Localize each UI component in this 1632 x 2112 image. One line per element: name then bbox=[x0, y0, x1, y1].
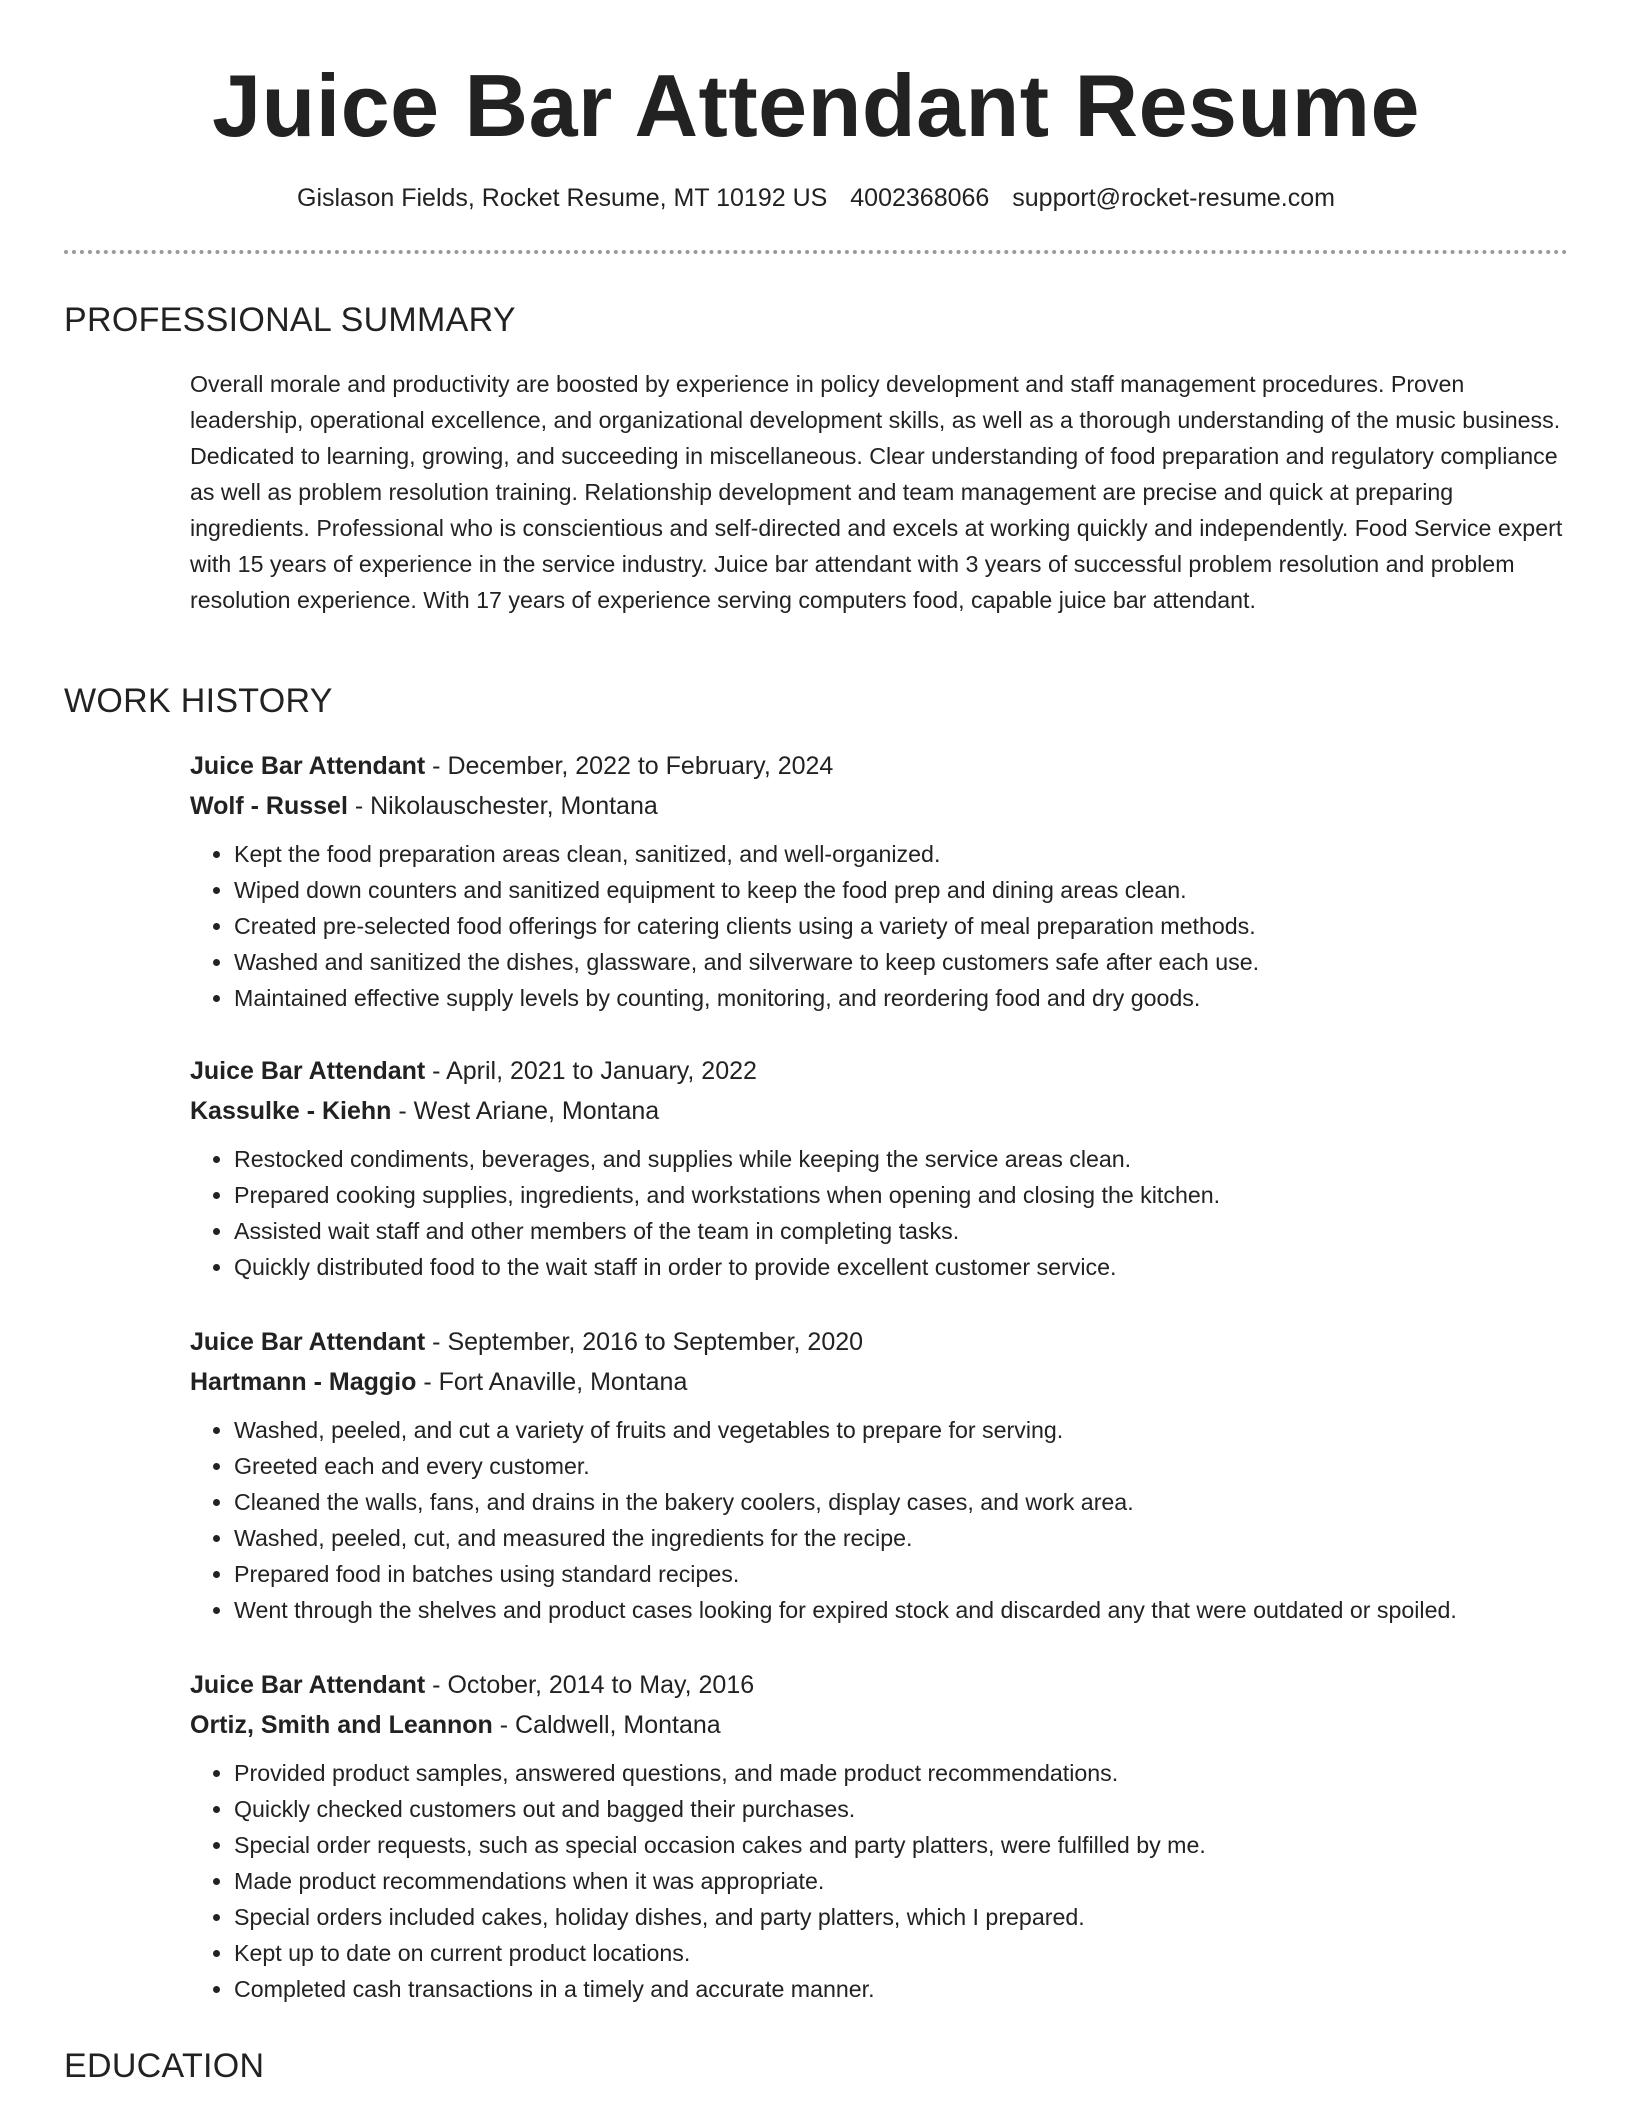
education-heading: EDUCATION bbox=[64, 2047, 265, 2085]
job-company: Hartmann - Maggio bbox=[190, 1368, 417, 1396]
list-item: • Quickly distributed food to the wait staff in order to provide excellent customer service. bbox=[234, 1249, 1590, 1285]
address: Gislason Fields, Rocket Resume, MT 10192 US bbox=[297, 184, 828, 212]
list-item: • Completed cash transactions in a timely and accurate manner. bbox=[234, 1971, 1590, 2007]
list-item: • Special order requests, such as special occasion cakes and party platters, were fulfilled by me. bbox=[234, 1827, 1590, 1863]
job-location: - Fort Anaville, Montana bbox=[416, 1368, 688, 1396]
job-entry bbox=[190, 746, 1590, 1016]
list-item: • Quickly checked customers out and bagged their purchases. bbox=[234, 1791, 1590, 1827]
job-role: Juice Bar Attendant bbox=[190, 752, 426, 780]
list-item: • Washed, peeled, cut, and measured the ingredients for the recipe. bbox=[234, 1520, 1590, 1556]
job-bullets bbox=[190, 1141, 1590, 1285]
job-company: Ortiz, Smith and Leannon bbox=[190, 1711, 493, 1739]
job-dates: - September, 2016 to September, 2020 bbox=[425, 1328, 864, 1356]
list-item: • Provided product samples, answered questions, and made product recommendations. bbox=[234, 1755, 1590, 1791]
job-company-line bbox=[190, 1091, 1590, 1131]
list-item: • Maintained effective supply levels by counting, monitoring, and reordering food and dry goods. bbox=[234, 980, 1590, 1016]
list-item: • Prepared cooking supplies, ingredients, and workstations when opening and closing the kitchen. bbox=[234, 1177, 1590, 1213]
job-role: Juice Bar Attendant bbox=[190, 1671, 426, 1699]
list-item: • Greeted each and every customer. bbox=[234, 1448, 1590, 1484]
list-item: • Kept the food preparation areas clean, sanitized, and well-organized. bbox=[234, 836, 1590, 872]
list-item: • Cleaned the walls, fans, and drains in the bakery coolers, display cases, and work area. bbox=[234, 1484, 1590, 1520]
list-item: • Wiped down counters and sanitized equipment to keep the food prep and dining areas clean. bbox=[234, 872, 1590, 908]
job-company-line bbox=[190, 1705, 1590, 1745]
summary-text: Overall morale and productivity are boosted by experience in policy development and staff management procedures. Proven leadership, operational excellence, and organizational development skills, as well as a thorough understanding of the music business. Dedicated to learning, growing, and succeeding in miscellaneous. Clear understanding of food preparation and regulatory compliance as well as problem resolution training. Relationship development and team management are precise and quick at preparing ingredients. Professional who is conscientious and self-directed and excels at working quickly and independently. Food Service expert with 15 years of experience in the service industry. Juice bar attendant with 3 years of successful problem resolution and problem resolution experience. With 17 years of experience serving computers food, capable juice bar attendant. bbox=[190, 371, 1563, 613]
work-history-heading: WORK HISTORY bbox=[64, 682, 333, 720]
summary-heading: PROFESSIONAL SUMMARY bbox=[64, 301, 516, 339]
list-item: • Washed, peeled, and cut a variety of fruits and vegetables to prepare for serving. bbox=[234, 1412, 1590, 1448]
job-entry bbox=[190, 1665, 1590, 2007]
job-role: Juice Bar Attendant bbox=[190, 1057, 426, 1085]
job-title-line bbox=[190, 746, 1590, 786]
list-item: • Assisted wait staff and other members of the team in completing tasks. bbox=[234, 1213, 1590, 1249]
list-item: • Went through the shelves and product cases looking for expired stock and discarded any that were outdated or spoiled. bbox=[234, 1592, 1590, 1628]
job-company: Kassulke - Kiehn bbox=[190, 1097, 392, 1125]
job-entry bbox=[190, 1322, 1590, 1628]
email: support@rocket-resume.com bbox=[1012, 184, 1335, 212]
job-location: - West Ariane, Montana bbox=[391, 1097, 660, 1125]
job-company-line bbox=[190, 786, 1590, 826]
job-title-line bbox=[190, 1665, 1590, 1705]
job-location: - Caldwell, Montana bbox=[492, 1711, 721, 1739]
job-entry bbox=[190, 1051, 1590, 1285]
job-dates: - April, 2021 to January, 2022 bbox=[425, 1057, 757, 1085]
phone: 4002368066 bbox=[850, 184, 990, 212]
job-dates: - October, 2014 to May, 2016 bbox=[425, 1671, 755, 1699]
job-role: Juice Bar Attendant bbox=[190, 1328, 426, 1356]
list-item: • Restocked condiments, beverages, and supplies while keeping the service areas clean. bbox=[234, 1141, 1590, 1177]
list-item: • Washed and sanitized the dishes, glassware, and silverware to keep customers safe after each use. bbox=[234, 944, 1590, 980]
job-location: - Nikolauschester, Montana bbox=[347, 792, 658, 820]
list-item: • Created pre-selected food offerings for catering clients using a variety of meal preparation methods. bbox=[234, 908, 1590, 944]
header-divider bbox=[64, 250, 1568, 254]
list-item: • Kept up to date on current product locations. bbox=[234, 1935, 1590, 1971]
job-dates: - December, 2022 to February, 2024 bbox=[425, 752, 834, 780]
job-title-line bbox=[190, 1051, 1590, 1091]
job-title-line bbox=[190, 1322, 1590, 1362]
job-bullets bbox=[190, 1412, 1590, 1628]
list-item: • Made product recommendations when it was appropriate. bbox=[234, 1863, 1590, 1899]
contact-line bbox=[0, 180, 1632, 216]
resume-title: Juice Bar Attendant Resume bbox=[212, 56, 1420, 155]
job-company: Wolf - Russel bbox=[190, 792, 348, 820]
job-bullets bbox=[190, 1755, 1590, 2007]
list-item: • Special orders included cakes, holiday dishes, and party platters, which I prepared. bbox=[234, 1899, 1590, 1935]
list-item: • Prepared food in batches using standard recipes. bbox=[234, 1556, 1590, 1592]
job-company-line bbox=[190, 1362, 1590, 1402]
job-bullets bbox=[190, 836, 1590, 1016]
